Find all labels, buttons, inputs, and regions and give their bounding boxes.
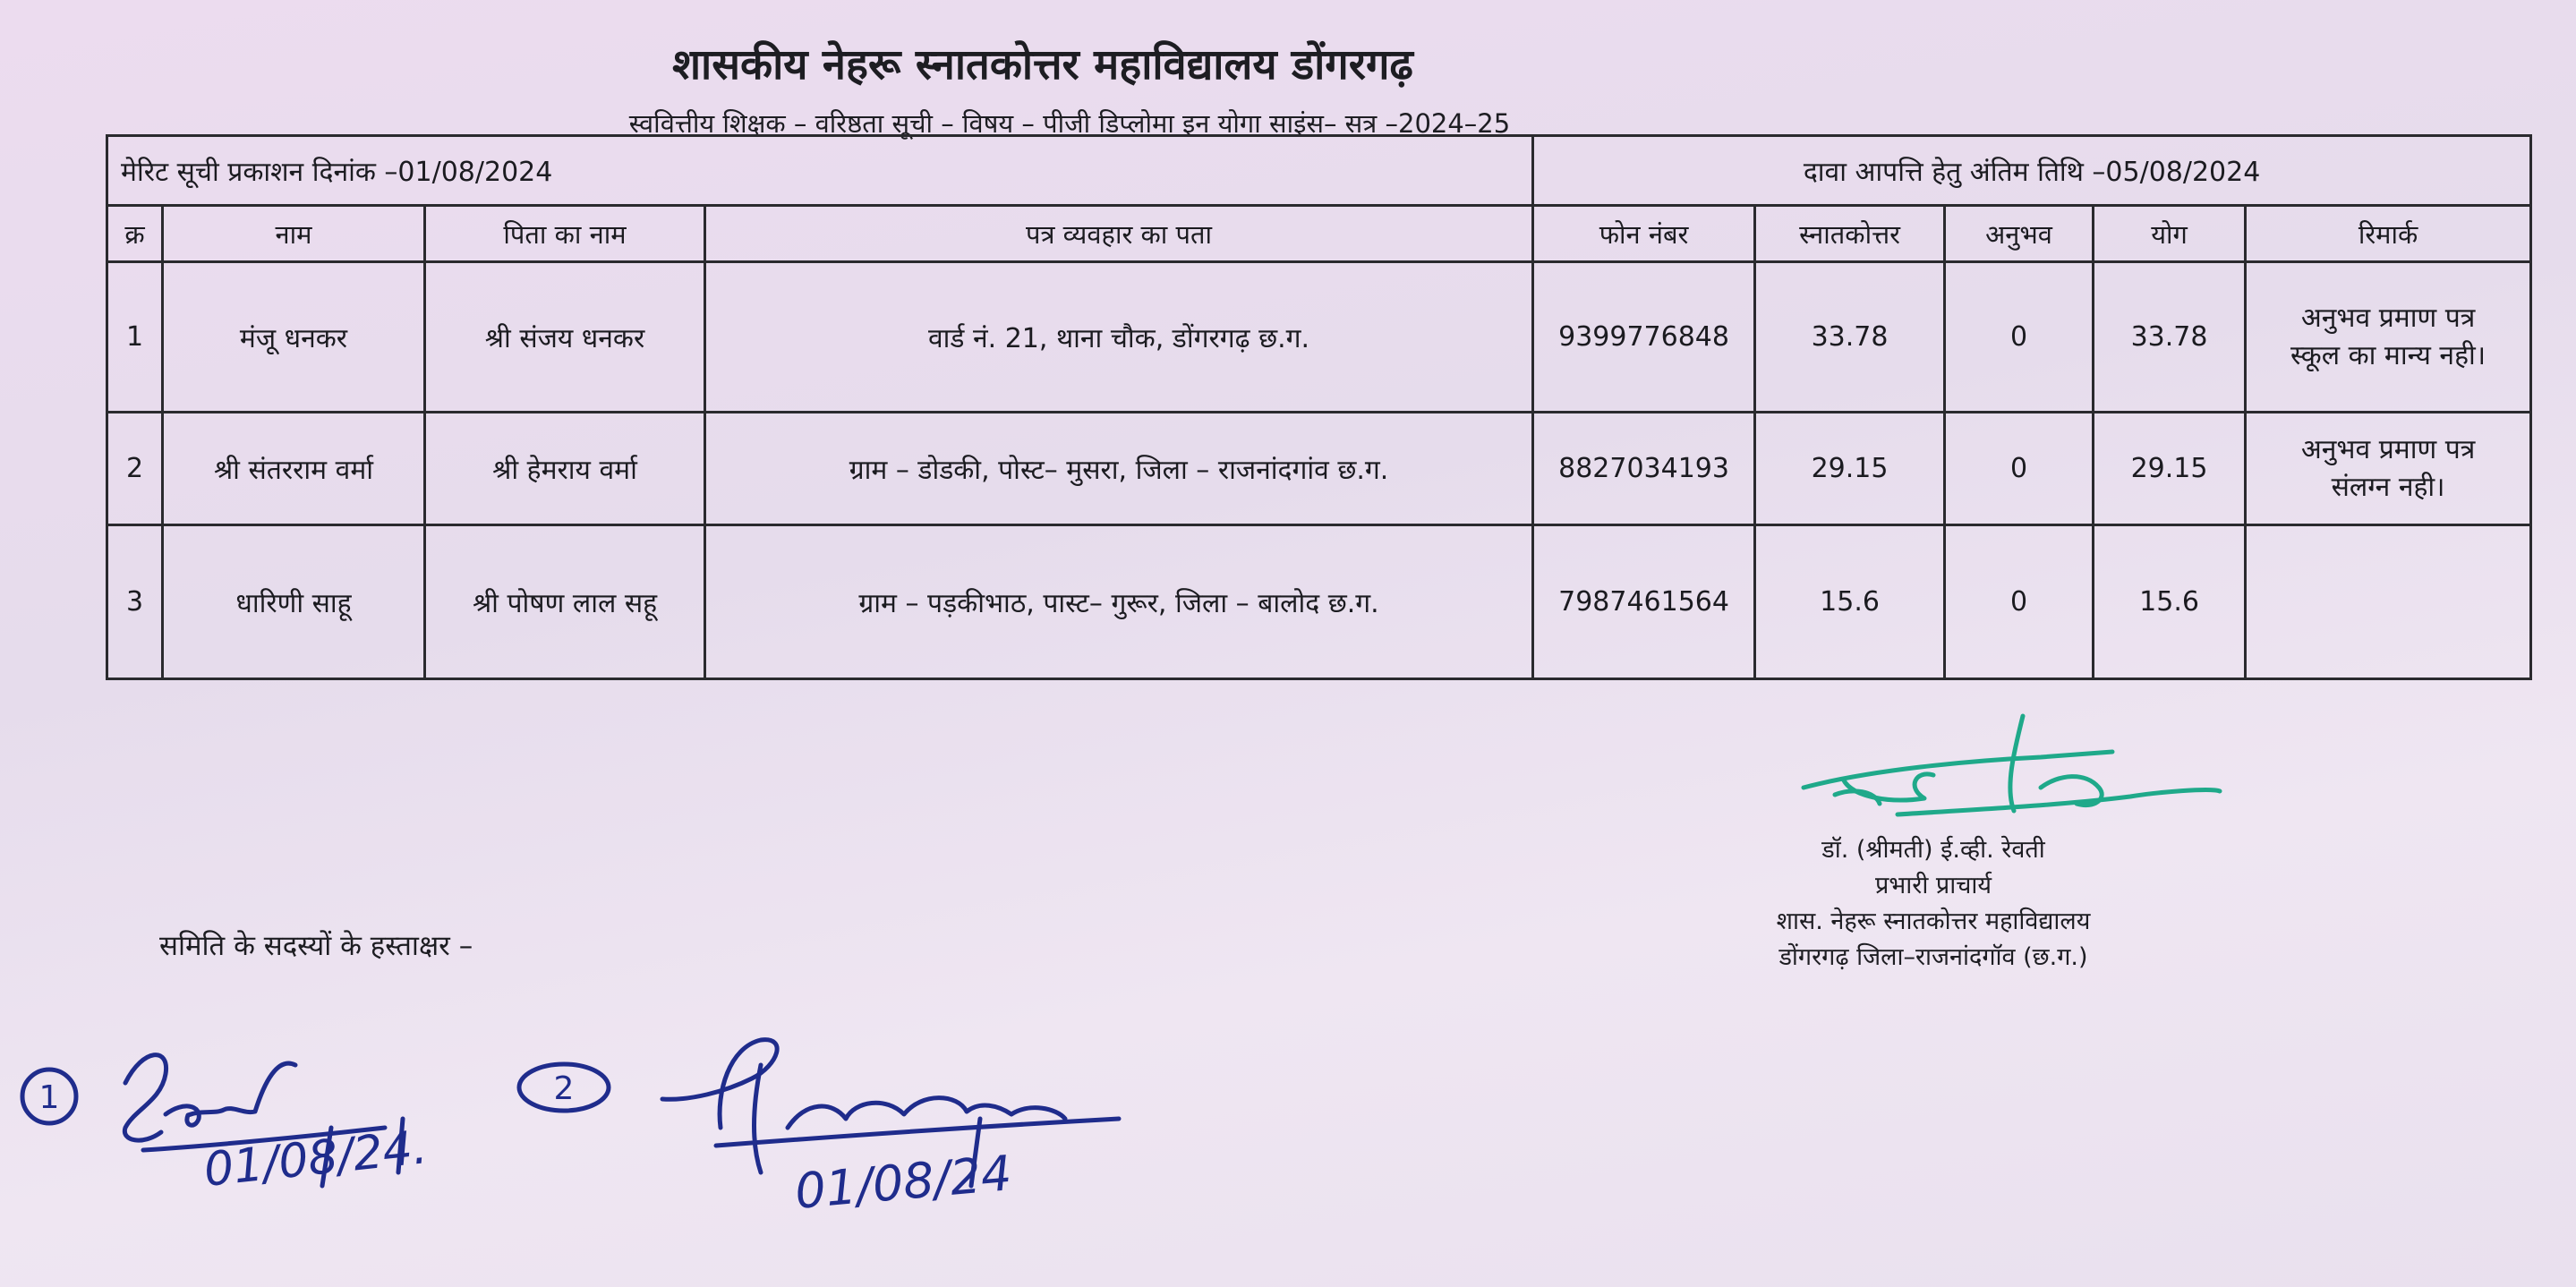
cell-total: 29.15 <box>2094 413 2246 525</box>
col-header-address: पत्र व्यवहार का पता <box>705 206 1533 262</box>
signature-1-number: 1 <box>38 1079 60 1116</box>
col-header-father: पिता का नाम <box>425 206 705 262</box>
cell-total: 33.78 <box>2094 262 2246 413</box>
cell-total: 15.6 <box>2094 525 2246 679</box>
committee-signature-2 <box>492 1029 1137 1253</box>
remark-line: अनुभव प्रमाण पत्र <box>2300 302 2476 334</box>
cell-address: ग्राम – पड़कीभाठ, पास्ट– गुरूर, जिला – बालोद छ.ग. <box>705 525 1533 679</box>
merit-table <box>106 134 2532 680</box>
cell-experience: 0 <box>1945 413 2094 525</box>
cell-phone: 9399776848 <box>1533 262 1755 413</box>
table-header-row <box>107 206 2531 262</box>
cell-father: श्री पोषण लाल सहू <box>425 525 705 679</box>
principal-institution: शास. नेहरू स्नातकोत्तर महाविद्यालय <box>1776 908 2091 935</box>
list-subtitle: स्ववित्तीय शिक्षक – वरिष्ठता सूची – विषय – पीजी डिप्लोमा इन योगा साइंस– सत्र –2024–25 <box>628 108 1511 139</box>
remark-line: अनुभव प्रमाण पत्र <box>2300 433 2476 465</box>
committee-signatures-label: समिति के सदस्यों के हस्ताक्षर – <box>159 930 473 962</box>
college-title: शासकीय नेहरू स्नातकोत्तर महाविद्यालय डोंगरगढ़ <box>672 40 1413 89</box>
col-header-remark: रिमार्क <box>2246 206 2531 262</box>
cell-remark <box>2246 262 2531 413</box>
principal-address: डोंगरगढ़ जिला–राजनांदगॉव (छ.ग.) <box>1778 943 2088 971</box>
principal-block <box>1683 832 2184 976</box>
cell-address: वार्ड नं. 21, थाना चौक, डोंगरगढ़ छ.ग. <box>705 262 1533 413</box>
remark-line: स्कूल का मान्य नही। <box>2290 339 2486 371</box>
cell-name: मंजू धनकर <box>163 262 425 413</box>
committee-signature-1 <box>9 1029 510 1235</box>
cell-phone: 8827034193 <box>1533 413 1755 525</box>
cell-pg: 15.6 <box>1755 525 1945 679</box>
cell-sno: 2 <box>107 413 163 525</box>
table-row <box>107 525 2531 679</box>
claim-deadline: दावा आपत्ति हेतु अंतिम तिथि –05/08/2024 <box>1533 136 2531 206</box>
cell-sno: 3 <box>107 525 163 679</box>
signature-2-date: 01/08/24 <box>792 1145 1014 1220</box>
cell-pg: 29.15 <box>1755 413 1945 525</box>
principal-name: डॉ. (श्रीमती) ई.व्ही. रेवती <box>1821 836 2045 864</box>
table-info-row <box>107 136 2531 206</box>
table-row <box>107 262 2531 413</box>
col-header-total: योग <box>2094 206 2246 262</box>
signature-2-number: 2 <box>553 1070 575 1107</box>
cell-address: ग्राम – डोडकी, पोस्ट– मुसरा, जिला – राजनांदगांव छ.ग. <box>705 413 1533 525</box>
remark-line: संलग्न नही। <box>2331 471 2445 503</box>
col-header-experience: अनुभव <box>1945 206 2094 262</box>
cell-remark <box>2246 525 2531 679</box>
col-header-sno: क्र <box>107 206 163 262</box>
cell-pg: 33.78 <box>1755 262 1945 413</box>
col-header-phone: फोन नंबर <box>1533 206 1755 262</box>
cell-name: श्री संतरराम वर्मा <box>163 413 425 525</box>
signature-1-date: 01/08/24. <box>201 1121 431 1198</box>
cell-experience: 0 <box>1945 525 2094 679</box>
cell-remark <box>2246 413 2531 525</box>
table-row <box>107 413 2531 525</box>
cell-experience: 0 <box>1945 262 2094 413</box>
col-header-pg: स्नातकोत्तर <box>1755 206 1945 262</box>
principal-designation: प्रभारी प्राचार्य <box>1874 872 1992 899</box>
cell-father: श्री संजय धनकर <box>425 262 705 413</box>
cell-phone: 7987461564 <box>1533 525 1755 679</box>
col-header-name: नाम <box>163 206 425 262</box>
principal-signature <box>1790 698 2256 832</box>
published-date: मेरिट सूची प्रकाशन दिनांक –01/08/2024 <box>107 136 1533 206</box>
cell-name: धारिणी साहू <box>163 525 425 679</box>
cell-sno: 1 <box>107 262 163 413</box>
cell-father: श्री हेमराय वर्मा <box>425 413 705 525</box>
